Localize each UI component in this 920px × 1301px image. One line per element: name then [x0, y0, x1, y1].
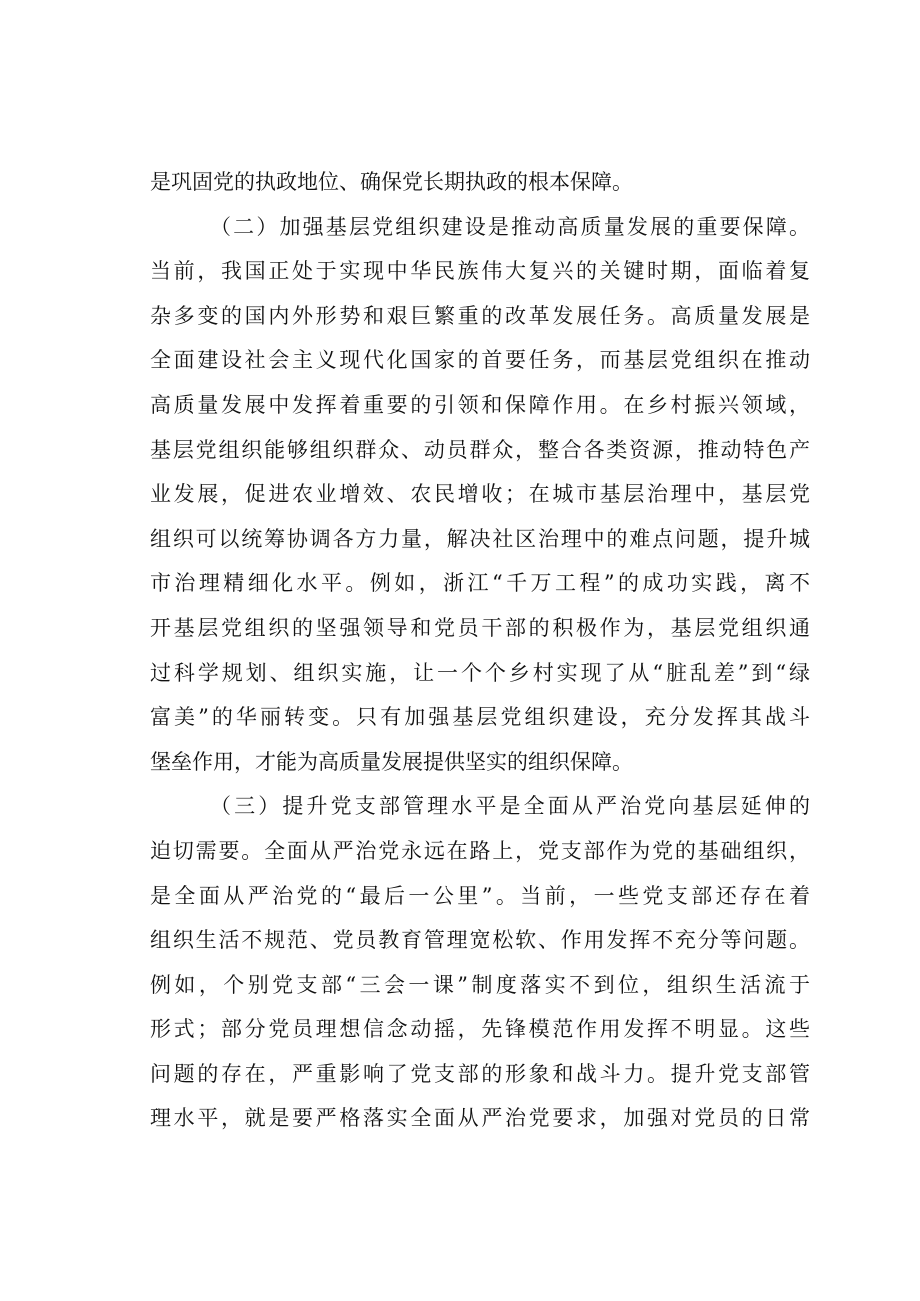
paragraph-line: 堡垒作用，才能为高质量发展提供坚实的组织保障。 [150, 749, 633, 774]
body-text [150, 160, 810, 1141]
paragraph-line: 富美”的华丽转变。只有加强基层党组织建设，充分发挥其战斗 [150, 705, 810, 730]
paragraph-line: 开基层党组织的坚强领导和党员干部的积极作为，基层党组织通 [150, 615, 810, 640]
paragraph-line: 组织可以统筹协调各方力量，解决社区治理中的难点问题，提升城 [150, 526, 810, 551]
paragraph-line: 杂多变的国内外形势和艰巨繁重的改革发展任务。高质量发展是 [150, 303, 810, 328]
paragraph-line: 是全面从严治党的“最后一公里”。当前，一些党支部还存在着 [150, 883, 810, 908]
section-heading-line: （三）提升党支部管理水平是全面从严治党向基层延伸的 [210, 794, 810, 819]
paragraph-line: 理水平，就是要严格落实全面从严治党要求，加强对党员的日常 [150, 1106, 810, 1131]
paragraph-line: 迫切需要。全面从严治党永远在路上，党支部作为党的基础组织， [150, 838, 810, 863]
paragraph-line: 高质量发展中发挥着重要的引领和保障作用。在乡村振兴领域， [150, 392, 810, 417]
paragraph-line: 组织生活不规范、党员教育管理宽松软、作用发挥不充分等问题。 [150, 928, 810, 953]
paragraph-line: 例如，个别党支部“三会一课”制度落实不到位，组织生活流于 [150, 972, 810, 997]
paragraph-line: 基层党组织能够组织群众、动员群众，整合各类资源，推动特色产 [150, 437, 810, 462]
paragraph-line: 形式；部分党员理想信念动摇，先锋模范作用发挥不明显。这些 [150, 1017, 810, 1042]
section-heading-line: （二）加强基层党组织建设是推动高质量发展的重要保障。 [210, 214, 810, 239]
paragraph-line: 全面建设社会主义现代化国家的首要任务，而基层党组织在推动 [150, 348, 810, 373]
paragraph-line: 是巩固党的执政地位、确保党长期执政的根本保障。 [150, 170, 633, 194]
paragraph-line: 问题的存在，严重影响了党支部的形象和战斗力。提升党支部管 [150, 1061, 810, 1086]
paragraph-line: 过科学规划、组织实施，让一个个乡村实现了从“脏乱差”到“绿 [150, 660, 810, 685]
paragraph-line: 当前，我国正处于实现中华民族伟大复兴的关键时期，面临着复 [150, 259, 810, 284]
paragraph-line: 市治理精细化水平。例如，浙江“千万工程”的成功实践，离不 [150, 571, 810, 596]
paragraph-line: 业发展，促进农业增效、农民增收；在城市基层治理中，基层党 [150, 482, 810, 507]
